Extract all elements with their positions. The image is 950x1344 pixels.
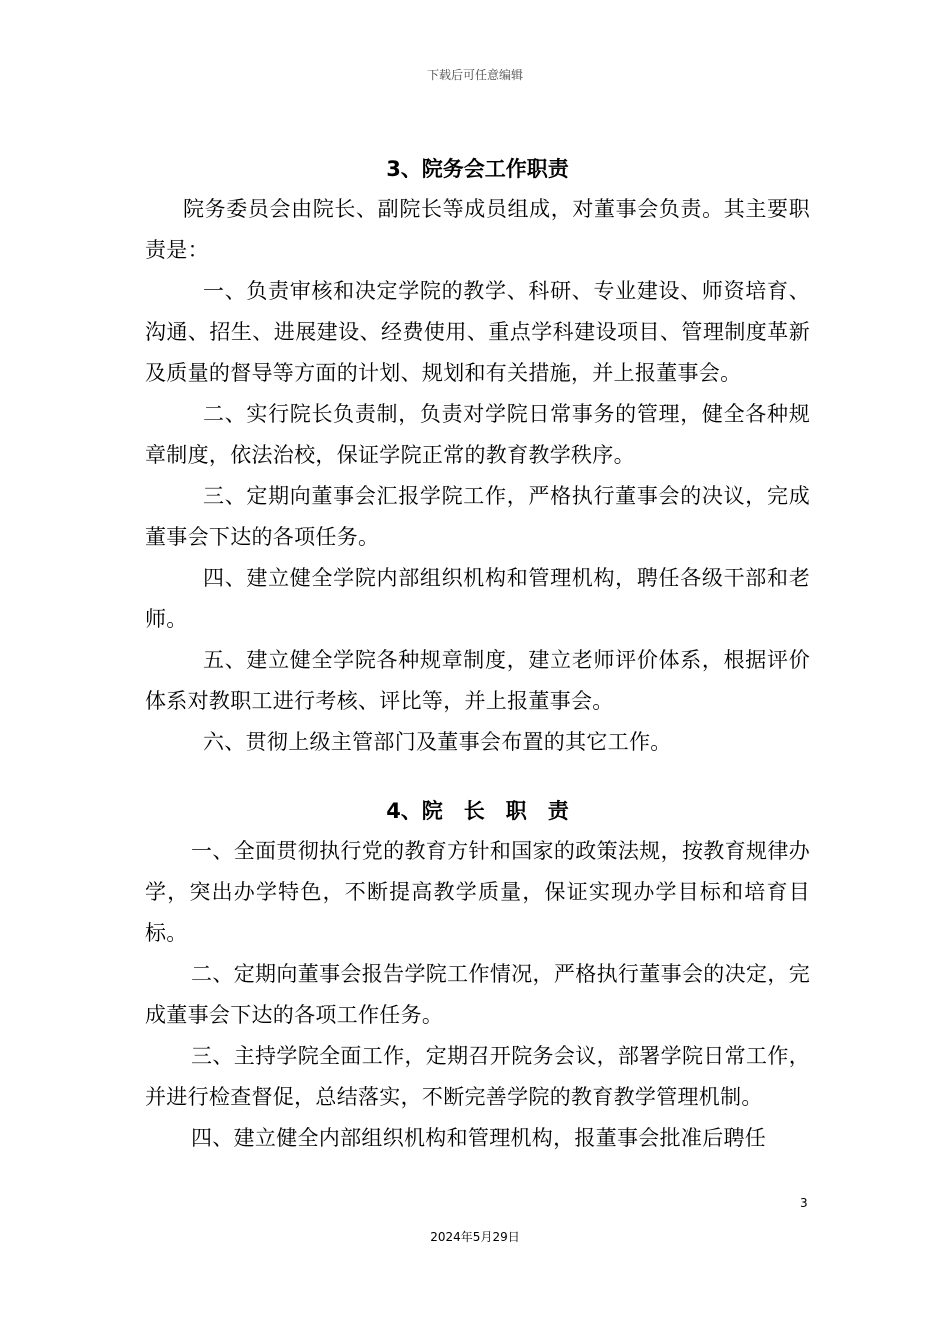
section-3-item-2: 二、实行院长负责制，负责对学院日常事务的管理，健全各种规章制度，依法治校，保证学院正常的教育教学秩序。: [145, 402, 810, 467]
section-4-title: 4、院 长 职 责: [386, 799, 569, 823]
page-header: 下载后可任意编辑: [426, 68, 523, 82]
page-number: 3: [800, 1196, 808, 1210]
section-3-title: 3、院务会工作职责: [386, 157, 569, 181]
section-3-item-1: 一、负责审核和决定学院的教学、科研、专业建设、师资培育、沟通、招生、进展建设、经费使用、重点学科建设项目、管理制度革新及质量的督导等方面的计划、规划和有关措施，并上报董事会。: [145, 279, 810, 385]
section-3-item-5: 五、建立健全学院各种规章制度，建立老师评价体系，根据评价体系对教职工进行考核、评比等，并上报董事会。: [145, 648, 810, 713]
section-3-item-6: 六、贯彻上级主管部门及董事会布置的其它工作。: [203, 730, 672, 754]
section-4-item-2: 二、定期向董事会报告学院工作情况，严格执行董事会的决定，完成董事会下达的各项工作任务。: [145, 962, 810, 1027]
section-4-item-1: 一、全面贯彻执行党的教育方针和国家的政策法规，按教育规律办学，突出办学特色，不断提高教学质量，保证实现办学目标和培育目标。: [145, 839, 810, 945]
section-3-item-4: 四、建立健全学院内部组织机构和管理机构，聘任各级干部和老师。: [145, 566, 810, 631]
section-4-item-3: 三、主持学院全面工作，定期召开院务会议，部署学院日常工作，并进行检查督促，总结落实，不断完善学院的教育教学管理机制。: [145, 1044, 810, 1109]
page-footer-date: 2024年5月29日: [430, 1230, 520, 1244]
section-3-intro: 院务委员会由院长、副院长等成员组成，对董事会负责。其主要职责是：: [145, 197, 810, 262]
section-3-item-3: 三、定期向董事会汇报学院工作，严格执行董事会的决议，完成董事会下达的各项任务。: [145, 484, 810, 549]
section-4-item-4: 四、建立健全内部组织机构和管理机构，报董事会批准后聘任: [191, 1126, 767, 1150]
document-body: [145, 145, 810, 1159]
